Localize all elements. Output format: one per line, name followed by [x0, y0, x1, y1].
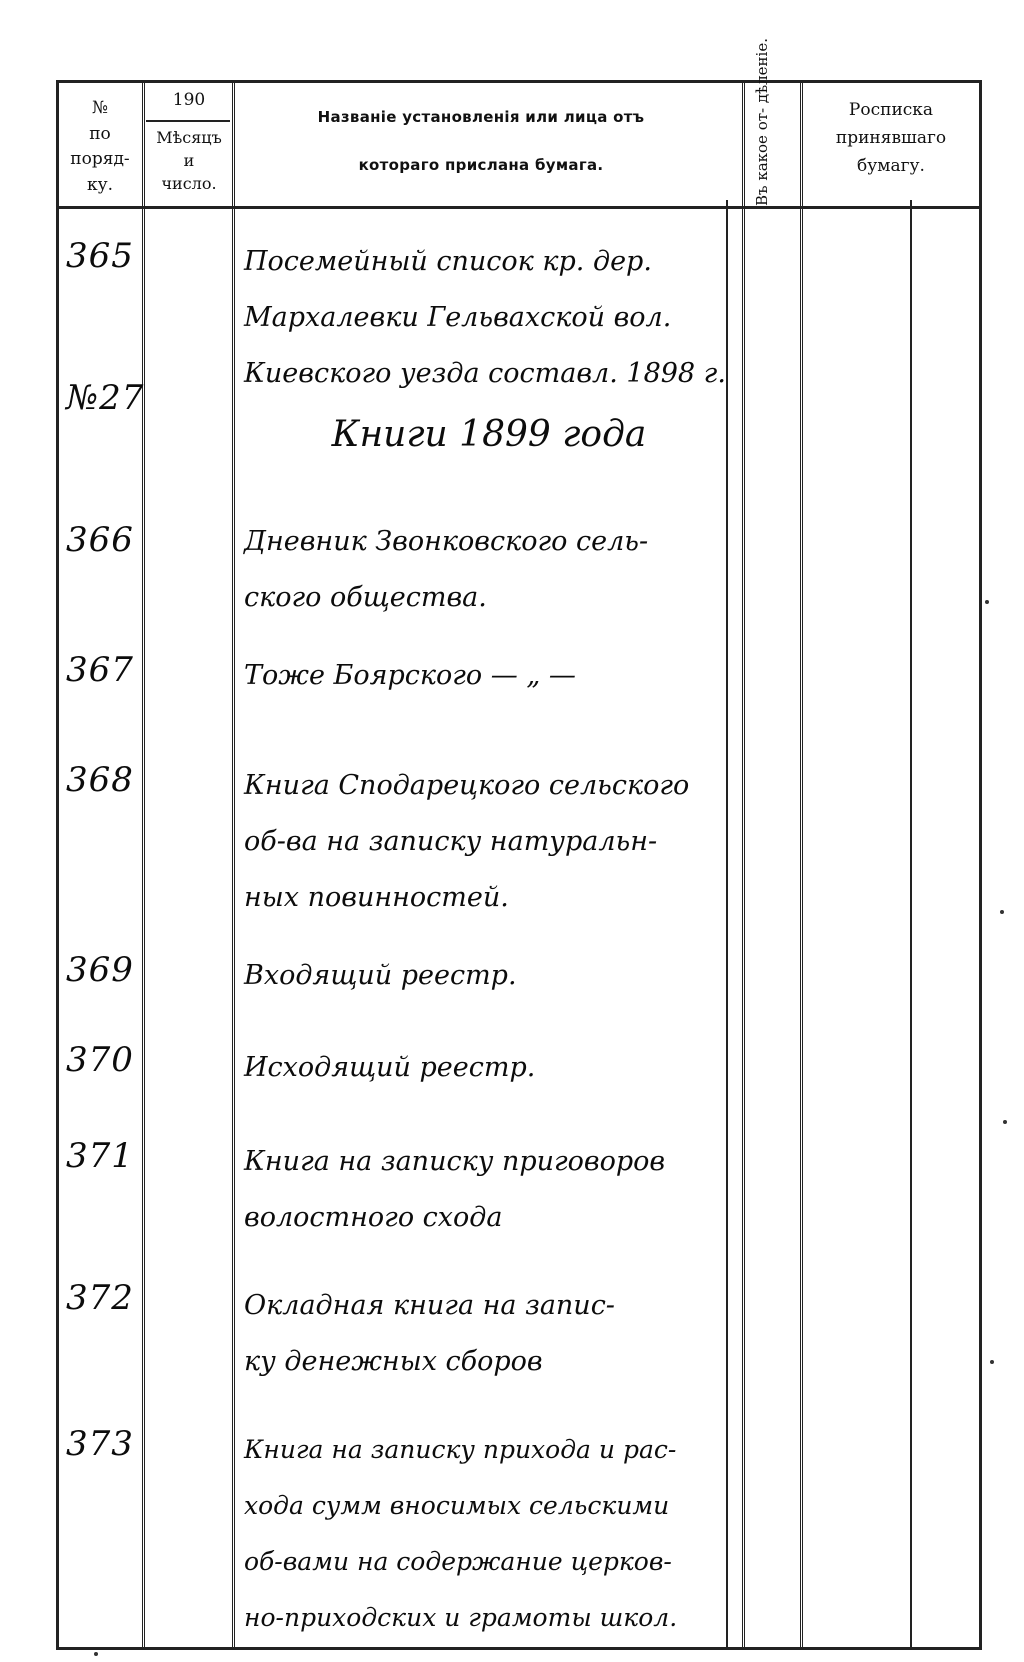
scan-speck: [94, 1652, 98, 1656]
entry-line: Окладная книга на запис-: [244, 1290, 615, 1321]
scan-speck: [985, 600, 989, 604]
entry-line: Мархалевки Гельвахской вол.: [244, 302, 672, 333]
entry-line: Входящий реестр.: [244, 960, 517, 991]
entry-number: 366: [66, 520, 134, 560]
entry-text: [244, 948, 744, 1004]
entry-text: [244, 1278, 744, 1390]
entry-number: 373: [66, 1424, 134, 1464]
column-rule-date: [232, 80, 238, 1650]
entry-number: 367: [66, 650, 134, 690]
entry-text: [244, 1134, 744, 1246]
entry-line: Книга на записку приговоров: [244, 1146, 666, 1177]
entry-number: 368: [66, 760, 134, 800]
entry-line: Книга на записку прихода и рас-: [244, 1435, 677, 1464]
header-col-dept: Въ какое от- дѣленіе.: [753, 38, 771, 206]
entry-text: [244, 648, 744, 704]
header-col-receipt: Росписка принявшаго бумагу.: [835, 100, 947, 177]
entry-number: 369: [66, 950, 134, 990]
entry-line: Книга Сподарецкого сельского: [244, 770, 690, 801]
column-rule-num: [142, 80, 148, 1650]
scan-speck: [1000, 910, 1004, 914]
scan-speck: [1003, 1120, 1007, 1124]
entry-number: 365: [66, 236, 134, 276]
section-heading: Книги 1899 года: [331, 414, 647, 455]
header-rule: [56, 206, 982, 209]
entry-number: 370: [66, 1040, 134, 1080]
date-subrule: [146, 120, 230, 122]
column-rule-receipt-inner: [910, 200, 912, 1650]
entry-line: ского общества.: [244, 582, 487, 613]
entry-line: хода сумм вносимых сельскими: [244, 1491, 670, 1520]
header-col-num: № по поряд- ку.: [70, 98, 130, 195]
entry-line: но-приходских и грамоты школ.: [244, 1603, 678, 1632]
entry-number: №27: [66, 378, 145, 418]
entry-line: ку денежных сборов: [244, 1346, 543, 1377]
entry-text: [244, 234, 744, 402]
header-col-name-line2: котораго прислана бумага.: [358, 156, 604, 174]
entry-line: Исходящий реестр.: [244, 1052, 536, 1083]
entry-line: Киевского уезда составл. 1898 г.: [244, 358, 726, 389]
entry-line: Посемейный список кр. дер.: [244, 246, 652, 277]
entry-line: об-ва на записку натуральн-: [244, 826, 658, 857]
entry-text: [244, 514, 744, 626]
header-col-name-line1: Названіе установленія или лица отъ: [317, 108, 645, 126]
entry-line: ных повинностей.: [244, 882, 509, 913]
entry-number: 372: [66, 1278, 134, 1318]
entry-text: [244, 1040, 744, 1096]
header-col-date-year: 190: [172, 90, 206, 110]
entry-line: Тоже Боярского — „ —: [244, 660, 576, 691]
entry-line: Дневник Звонковского сель-: [244, 526, 649, 557]
column-rule-dept: [800, 80, 806, 1650]
entry-line: об-вами на содержание церков-: [244, 1547, 672, 1576]
scan-speck: [990, 1360, 994, 1364]
entry-text: [244, 1422, 744, 1646]
header-col-date: Мѣсяцъ и число.: [156, 128, 222, 194]
entry-line: волостного схода: [244, 1202, 503, 1233]
entry-text: [244, 758, 744, 926]
entry-number: 371: [66, 1136, 134, 1176]
